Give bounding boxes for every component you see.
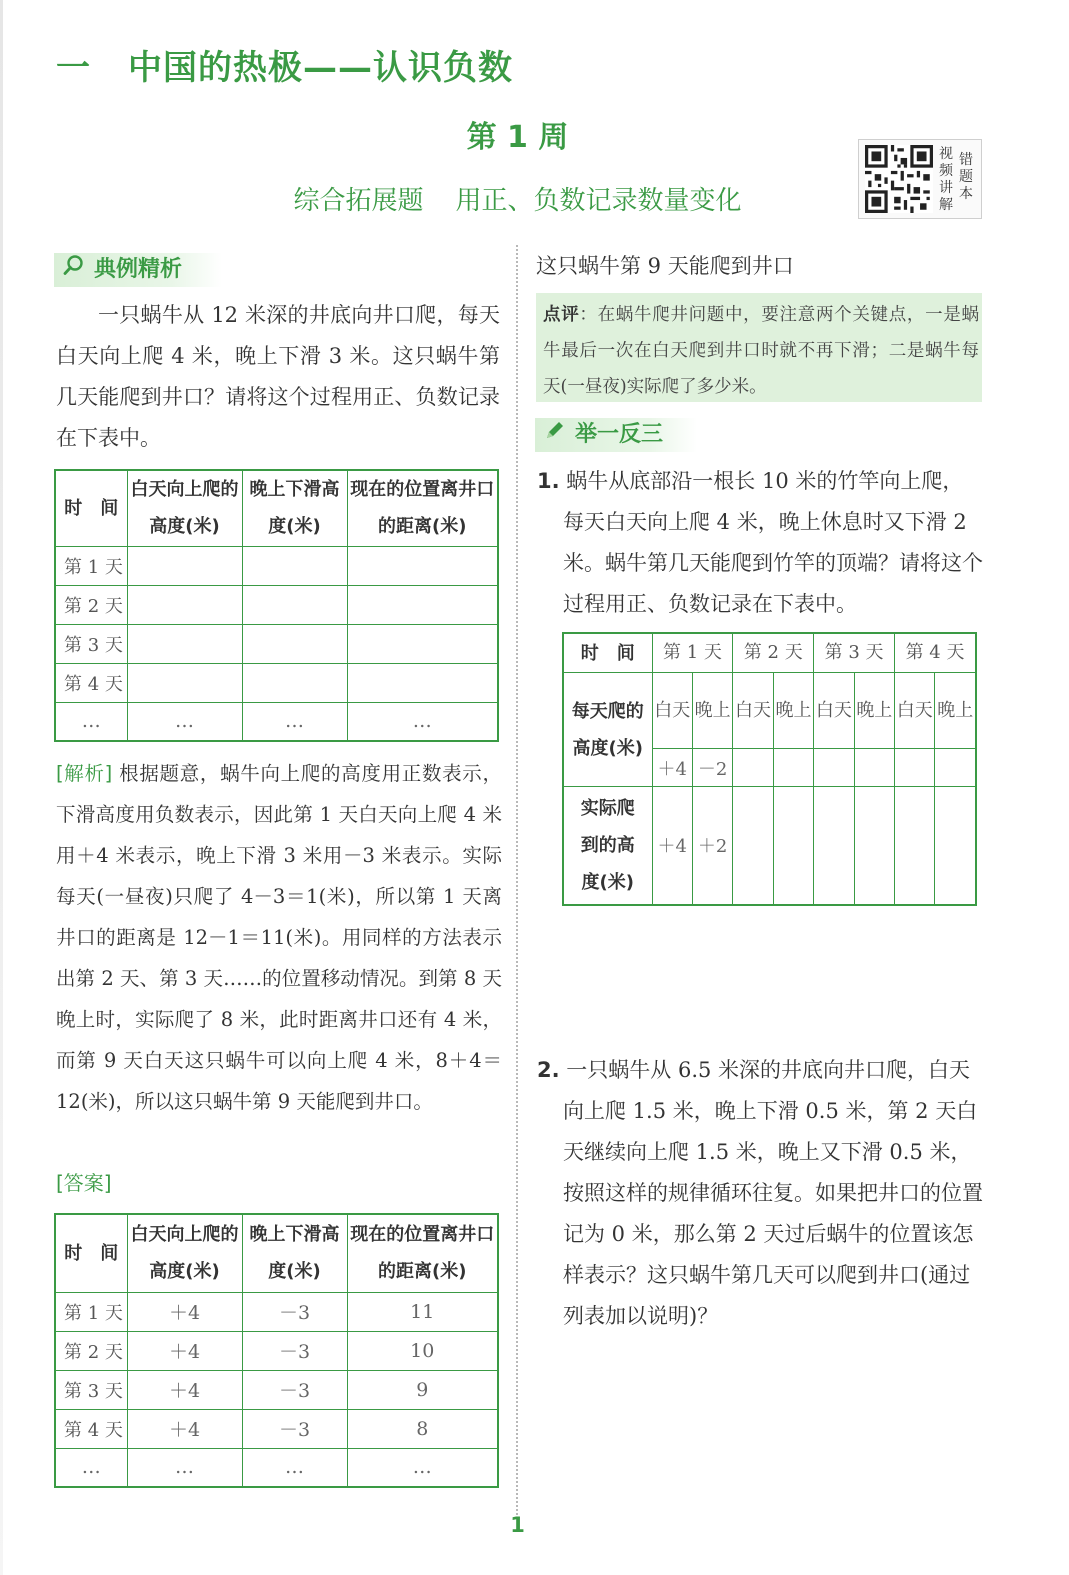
table-cell: … [242,1448,347,1487]
table-cell [347,663,498,702]
table-cell [242,663,347,702]
table-cell [242,585,347,624]
table-header-row [563,633,976,673]
row-label: 第 3 天 [55,1370,127,1409]
table-cell: ＋4 [127,1409,242,1448]
comment-paragraph [543,297,979,405]
practice-section-tag [535,418,697,452]
header-day-climb: 白天向上爬的高度(米) [127,470,242,546]
table-cell [347,624,498,663]
row-label: 第 2 天 [55,1331,127,1370]
header-day-4: 第 4 天 [895,633,976,673]
comment-box [536,293,982,402]
example-tag-label: 典例精析 [94,257,183,282]
search-icon [54,253,94,287]
day-label: 白天 [814,673,854,749]
example-question: 一只蜗牛从 12 米深的井底向井口爬，每天白天向上爬 4 米，晚上下滑 3 米。这只蜗牛第几天能爬到井口？请将这个过程用正、负数记录在下表中。 [56,303,500,450]
table-row [55,546,498,585]
table-cell: －2 [692,749,732,787]
row-label-actual-height: 实际爬到的高度(米) [563,787,652,905]
table-row [55,585,498,624]
table-cell [935,749,976,787]
header-day-3: 第 3 天 [814,633,895,673]
subtitle-category: 综合拓展题 [293,186,424,216]
table-cell [814,749,854,787]
header-day-2: 第 2 天 [733,633,814,673]
table-cell: ＋4 [652,749,692,787]
table-cell: … [347,702,498,741]
week-title: 第 1 周 [466,120,569,155]
table-row [55,663,498,702]
row-label: 第 3 天 [55,624,127,663]
question-text: 蜗牛从底部沿一根长 10 米的竹竿向上爬，每天白天向上爬 4 米，晚上休息时又下滑 2 米。蜗牛第几天能爬到竹竿的顶端？请将这个过程用正、负数记录在下表中。 [563,469,983,616]
question-number: 2. [537,1058,560,1082]
day-label: 白天 [652,673,692,749]
pencil-icon [535,418,575,452]
table-cell [814,787,854,905]
table-cell: －3 [242,1292,347,1331]
table-cell: 10 [347,1331,498,1370]
table-cell [733,787,773,905]
analysis-label: [解析] [56,762,113,785]
comment-label: 点评 [543,305,580,325]
table-cell [127,585,242,624]
table-row [55,702,498,741]
table-header-row [55,1214,498,1292]
row-label: 第 4 天 [55,663,127,702]
practice-tag-label: 举一反三 [575,422,664,447]
table-cell [733,749,773,787]
analysis-paragraph [56,753,502,1122]
practice-1-table [562,632,977,906]
table-cell [347,546,498,585]
table-cell [935,787,976,905]
table-row [55,1370,498,1409]
table-cell: … [347,1448,498,1487]
column-divider [516,245,518,1515]
unit-number: 一 [56,48,91,88]
question-number: 1. [537,469,560,493]
header-distance: 现在的位置离井口的距离(米) [347,470,498,546]
question-text: 一只蜗牛从 6.5 米深的井底向井口爬，白天向上爬 1.5 米，晚上下滑 0.5 米，第 2 天白天继续向上爬 1.5 米，晚上又下滑 0.5 米，按照这样的规律循环往复。如果把井口的位置记为 0 米，那么第 2 天过后蜗牛的位置该怎样表示？这只蜗牛第几天可以爬到井口(通过列表加以说明)？ [563,1058,983,1328]
example-blank-table [54,469,499,742]
unit-title-text: 中国的热极——认识负数 [128,48,513,88]
header-night-slide: 晚上下滑高度(米) [242,1214,347,1292]
table-cell: … [127,1448,242,1487]
row-label: 第 1 天 [55,1292,127,1331]
page-number: 1 [510,1513,525,1537]
table-cell: … [55,702,127,741]
practice-question-1 [537,461,983,625]
header-night-slide: 晚上下滑高度(米) [242,470,347,546]
table-cell: ＋4 [652,787,692,905]
table-cell: －3 [242,1331,347,1370]
header-day-1: 第 1 天 [652,633,733,673]
day-label: 白天 [895,673,935,749]
table-cell: ＋4 [127,1292,242,1331]
table-cell [347,585,498,624]
table-row [55,1448,498,1487]
table-cell [127,546,242,585]
night-label: 晚上 [692,673,732,749]
table-cell [854,787,894,905]
header-day-climb: 白天向上爬的高度(米) [127,1214,242,1292]
table-cell [242,624,347,663]
row-label: 第 1 天 [55,546,127,585]
table-cell: 8 [347,1409,498,1448]
comment-text: ：在蜗牛爬井问题中，要注意两个关键点，一是蜗牛最后一次在白天爬到井口时就不再下滑；二是蜗牛每天(一昼夜)实际爬了多少米。 [543,305,980,397]
table-cell: … [242,702,347,741]
night-label: 晚上 [773,673,813,749]
table-cell [773,787,813,905]
table-cell [773,749,813,787]
practice-question-2 [537,1050,983,1337]
daytime-night-row [563,673,976,749]
table-cell [854,749,894,787]
table-row [563,787,976,905]
page-edge-shadow [0,0,3,1575]
qr-code-icon[interactable] [865,145,933,213]
example-conclusion: 这只蜗牛第 9 天能爬到井口 [536,254,794,278]
table-cell: －3 [242,1370,347,1409]
table-cell: ＋2 [692,787,732,905]
day-label: 白天 [733,673,773,749]
table-row [55,1292,498,1331]
table-cell [242,546,347,585]
header-time: 时 间 [55,470,127,546]
row-label-daily-climb: 每天爬的高度(米) [563,673,652,787]
qr-code-panel[interactable] [858,139,982,219]
table-cell [127,663,242,702]
table-cell: －3 [242,1409,347,1448]
table-cell: 9 [347,1370,498,1409]
analysis-text: 根据题意，蜗牛向上爬的高度用正数表示，下滑高度用负数表示，因此第 1 天白天向上爬 4 米用＋4 米表示，晚上下滑 3 米用－3 米表示。实际每天(一昼夜)只爬了 4－3＝1(米)，所以第 1 天离井口的距离是 12－1＝11(米)。用同样的方法表示出第 2 天、第 3 天……的位置移动情况。到第 8 天晚上时，实际爬了 8 米，此时距离井口还有 4 米，而第 9 天白天这只蜗牛可以向上爬 4 米，8＋4＝12(米)，所以这只蜗牛第 9 天能爬到井口。 [56,762,502,1113]
video-explanation-label: 视频讲解 [939,146,953,213]
answer-label: [答案] [56,1171,112,1195]
table-cell [895,749,935,787]
table-cell [127,624,242,663]
answer-table [54,1213,499,1488]
table-row [55,1331,498,1370]
unit-title [56,40,513,89]
wrong-question-book-label: 错题本 [959,152,973,202]
row-label: 第 2 天 [55,585,127,624]
subtitle-topic: 用正、负数记录数量变化 [455,186,742,216]
example-section-tag [54,253,222,287]
table-header-row [55,470,498,546]
row-label: 第 4 天 [55,1409,127,1448]
header-time: 时 间 [55,1214,127,1292]
table-cell: ＋4 [127,1370,242,1409]
night-label: 晚上 [854,673,894,749]
table-row [55,1409,498,1448]
table-row [55,624,498,663]
header-time: 时 间 [563,633,652,673]
header-distance: 现在的位置离井口的距离(米) [347,1214,498,1292]
table-cell: … [127,702,242,741]
table-cell: ＋4 [127,1331,242,1370]
table-cell: … [55,1448,127,1487]
night-label: 晚上 [935,673,976,749]
table-cell [895,787,935,905]
table-cell: 11 [347,1292,498,1331]
